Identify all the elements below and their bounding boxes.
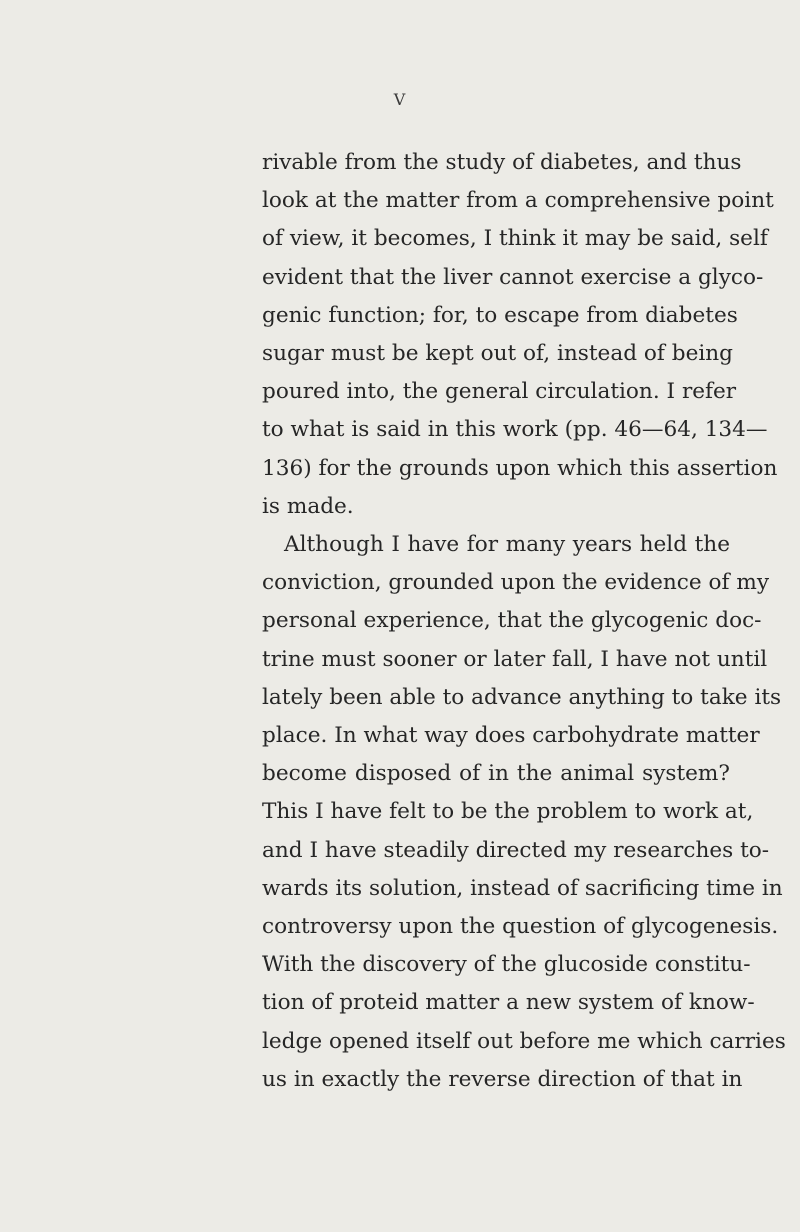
text-line: evident that the liver cannot exercise a glyco- [262, 264, 764, 290]
text-line: to what is said in this work (pp. 46—64, 134— [262, 417, 768, 443]
text-line: us in exactly the reverse direction of that in [262, 1066, 743, 1092]
text-line: of view, it becomes, I think it may be said, self [262, 226, 768, 252]
text-line: place. In what way does carbohydrate matter [262, 723, 760, 749]
text-line: With the discovery of the glucoside constitu- [262, 952, 751, 978]
text-line: conviction, grounded upon the evidence of my [262, 570, 770, 596]
text-line: personal experience, that the glycogenic doc- [262, 608, 762, 634]
page-number: V [393, 90, 407, 109]
text-line: 136) for the grounds upon which this assertion [262, 455, 778, 481]
paragraph-start-line: Although I have for many years held the [284, 532, 730, 558]
text-line: look at the matter from a comprehensive point [262, 188, 774, 214]
text-line: rivable from the study of diabetes, and thus [262, 150, 742, 175]
text-line: genic function; for, to escape from diabetes [262, 302, 738, 328]
text-line: This I have felt to be the problem to work at, [262, 799, 754, 825]
paragraph-end-line: is made. [262, 493, 354, 519]
text-line: poured into, the general circulation. I refer [262, 379, 737, 405]
text-line: lately been able to advance anything to take its [262, 684, 782, 710]
text-line: become disposed of in the animal system? [262, 761, 730, 787]
text-line: ledge opened itself out before me which carries [262, 1028, 786, 1054]
text-line: tion of proteid matter a new system of know- [262, 990, 755, 1016]
text-line: trine must sooner or later fall, I have not until [262, 646, 768, 672]
text-line: and I have steadily directed my researches to- [262, 837, 770, 863]
body-text [262, 144, 786, 1099]
text-line: sugar must be kept out of, instead of being [262, 341, 733, 367]
text-line: controversy upon the question of glycogenesis. [262, 914, 779, 940]
text-line: wards its solution, instead of sacrificing time in [262, 875, 783, 901]
